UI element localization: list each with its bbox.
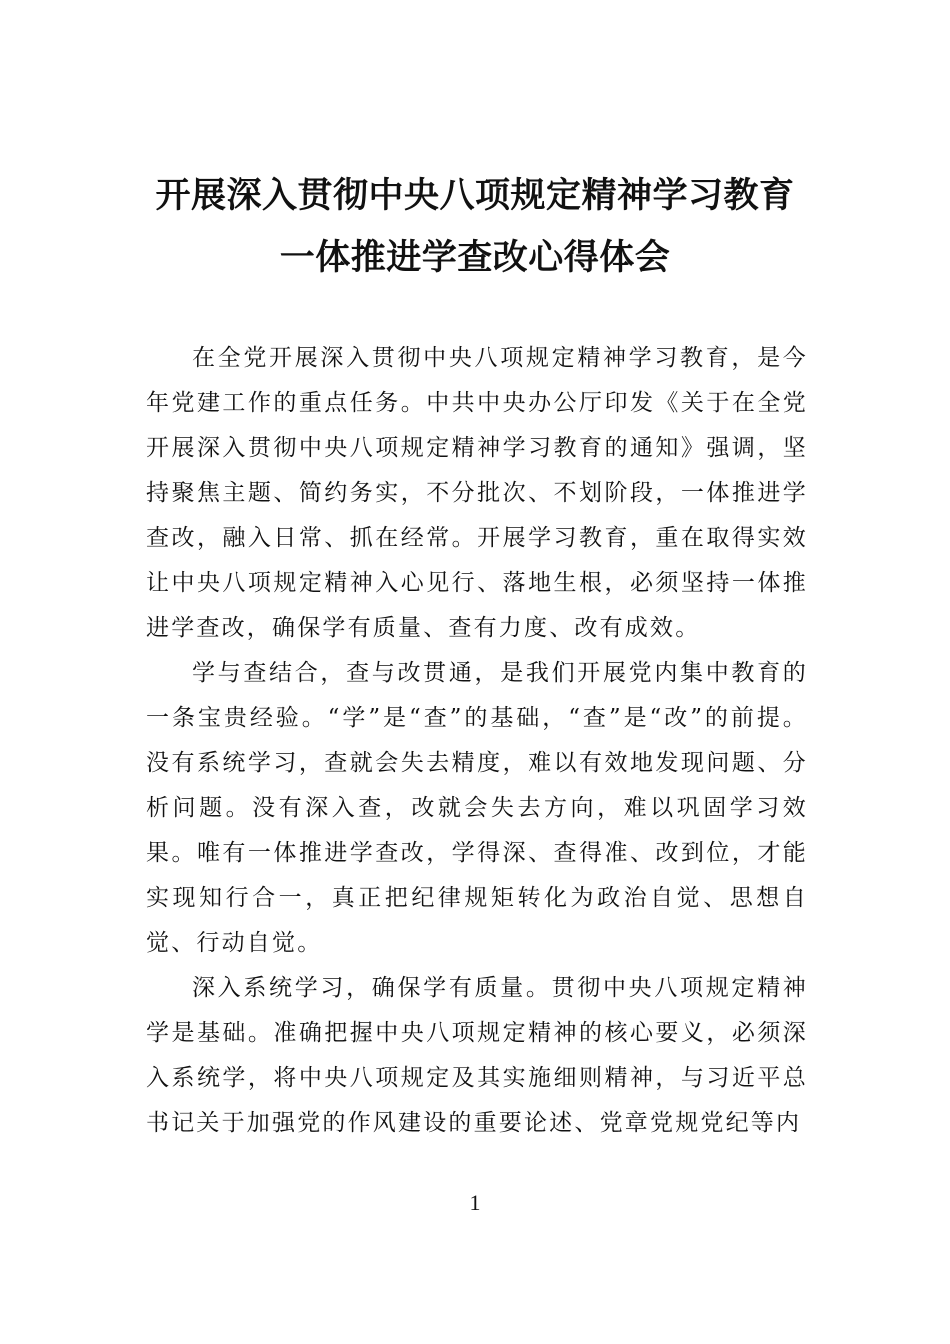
paragraph-1: 在全党开展深入贯彻中央八项规定精神学习教育，是今年党建工作的重点任务。中共中央办公厅印发《关于在全党开展深入贯彻中央八项规定精神学习教育的通知》强调，坚持聚焦主题、简约务实，不分批次、不划阶段，一体推进学查改，融入日常、抓在经常。开展学习教育，重在取得实效让中央八项规定精神入心见行、落地生根，必须坚持一体推进学查改，确保学有质量、查有力度、改有成效。 [146, 345, 808, 641]
document-body [146, 336, 808, 1146]
page-number: 1 [469, 1190, 481, 1215]
paragraph-3: 深入系统学习，确保学有质量。贯彻中央八项规定精神学是基础。准确把握中央八项规定精神的核心要义，必须深入系统学，将中央八项规定及其实施细则精神，与习近平总书记关于加强党的作风建设的重要论述、党章党规党纪等内 [146, 975, 808, 1136]
document-title [120, 165, 830, 289]
title-line-2: 一体推进学查改心得体会 [279, 237, 671, 278]
paragraph-2: 学与查结合，查与改贯通，是我们开展党内集中教育的一条宝贵经验。“学”是“查”的基础，“查”是“改”的前提。没有系统学习，查就会失去精度，难以有效地发现问题、分析问题。没有深入查，改就会失去方向，难以巩固学习效果。唯有一体推进学查改，学得深、查得准、改到位，才能实现知行合一，真正把纪律规矩转化为政治自觉、思想自觉、行动自觉。 [146, 660, 808, 956]
title-line-1: 开展深入贯彻中央八项规定精神学习教育 [155, 175, 795, 216]
